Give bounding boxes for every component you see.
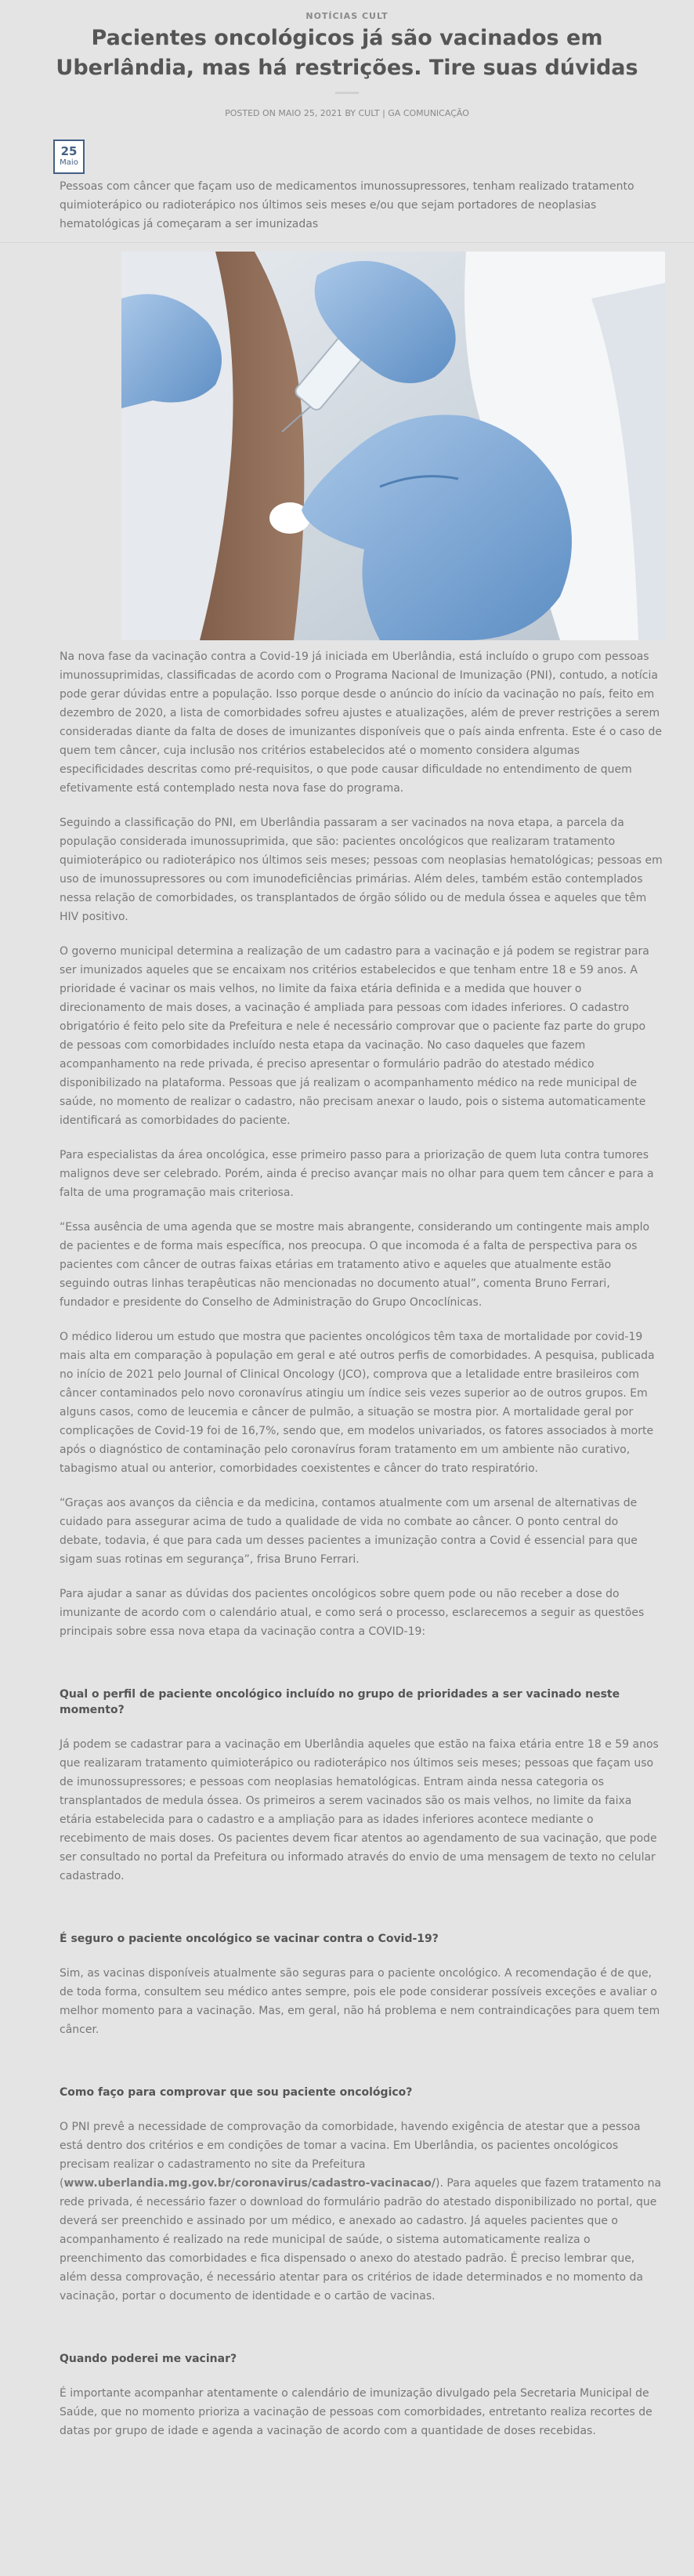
paragraph: O governo municipal determina a realização de um cadastro para a vacinação e já podem se registrar para ser imunizados aqueles que se encaixam nos critérios estabelecidos e que tenham entre 18 e 59 anos. A prioridade é vacinar os mais velhos, no limite da faixa etária definida e a medida que houver o direcionamento de mais doses, a vacinação é ampliada para pessoas com idades inferiores. O cadastro obrigatório é feito pelo site da Prefeitura e nele é necessário comprovar que o paciente faz parte do grupo de pessoas com comorbidades incluído nesta etapa da vacinação. No caso daqueles que fazem acompanhamento na rede privada, é preciso apresentar o formulário padrão do atestado médico disponibilizado na plataforma. Pessoas que já realizam o acompanhamento médico na rede municipal de saúde, no momento de realizar o cadastro, não precisam anexar o laudo, pois o sistema automaticamente identificará as comorbidades do paciente.	[60, 945, 649, 1127]
faq-answer-text: O PNI prevê a necessidade de comprovação da comorbidade, havendo exigência de atestar que a pessoa está dentro dos critérios e em condições de tomar a vacina. Em Uberlândia, os pacientes oncológicos precisam realizar o cadastramento no site da Prefeitura (	[60, 2121, 641, 2190]
faq-answer: Sim, as vacinas disponíveis atualmente são seguras para o paciente oncológico. A recomendação é de que, de toda forma, consultem seu médico antes sempre, pois ele pode considerar possíveis exceções e avaliar o melhor momento para a vacinação. Mas, em geral, não há problema e nem contraindicações para quem tem câncer.	[60, 1967, 660, 2036]
faq-answer: Já podem se cadastrar para a vacinação em Uberlândia aqueles que estão na faixa etária entre 18 e 59 anos que realizaram tratamento quimioterápico ou radioterápico nos últimos seis meses; pessoas que façam uso de imunossupressores; e pessoas com neoplasias hematológicas. Entram ainda nessa categoria os transplantados de medula óssea. Os primeiros a serem vacinados são os mais velhos, no limite da faixa etária estabelecida para o cadastro e a ampliação para as idades inferiores acontece mediante o recebimento de mais doses. Os pacientes devem ficar atentos ao agendamento de sua vacinação, que pode ser consultado no portal da Prefeitura ou informado através do envio de uma mensagem de texto no celular cadastrado.	[60, 1738, 659, 1882]
lead-divider	[0, 242, 694, 243]
date-badge	[53, 139, 85, 174]
paragraph: O médico liderou um estudo que mostra que pacientes oncológicos têm taxa de mortalidade por covid-19 mais alta em comparação à população em geral e até outros perfis de comorbidades. A pesquisa, publicada no início de 2021 pelo Journal of Clinical Oncology (JCO), comprova que a letalidade entre brasileiros com câncer contaminados pelo novo coronavírus atingiu um índice seis vezes superior ao de outros grupos. Em alguns casos, como de leucemia e câncer de pulmão, a situação se mostra pior. A mortalidade geral por complicações de Covid-19 foi de 16,7%, sendo que, em modelos univariados, os fatores associados à morte após o diagnóstico de contaminação pelo coronavírus foram tratamento em um ambiente não curativo, tabagismo atual ou anterior, comorbidades coexistentes e câncer do trato respiratório.	[60, 1331, 655, 1475]
department-link[interactable]: GA COMUNICAÇÃO	[388, 108, 469, 118]
paragraph: “Essa ausência de uma agenda que se mostre mais abrangente, considerando um contingente mais amplo de pacientes e de forma mais específica, nos preocupa. O que incomoda é a falta de perspectiva para os pacientes com câncer de outras faixas etárias em tratamento ativo e aqueles que atualmente estão seguindo outras linhas terapêuticas não mencionadas no documento atual”, comenta Bruno Ferrari, fundador e presidente do Conselho de Administração do Grupo Oncoclínicas.	[60, 1221, 650, 1309]
faq-question: Qual o perfil de paciente oncológico incluído no grupo de prioridades a ser vacinado neste momento?	[60, 1688, 620, 1716]
by-label: BY	[345, 108, 356, 118]
paragraph: Para ajudar a sanar as dúvidas dos pacientes oncológicos sobre quem pode ou não receber a dose do imunizante de acordo com o calendário atual, e como será o processo, esclarecemos a seguir as questões principais sobre essa nova etapa da vacinação contra a COVID-19:	[60, 1588, 645, 1638]
faq-answer	[60, 2118, 663, 2306]
faq-question: Como faço para comprovar que sou paciente oncológico?	[60, 2086, 413, 2099]
paragraph: “Graças aos avanços da ciência e da medicina, contamos atualmente com um arsenal de alternativas de cuidado para assegurar acima de tudo a qualidade de vida no combate ao câncer. O ponto central do debate, todavia, é que para cada um desses pacientes a imunização contra a Covid é essencial para que sigam suas rotinas em segurança”, frisa Bruno Ferrari.	[60, 1497, 638, 1566]
vaccination-register-link[interactable]: www.uberlandia.mg.gov.br/coronavirus/cadastro-vacinacao/	[63, 2177, 436, 2190]
article-title: Pacientes oncológicos já são vacinados em Uberlândia, mas há restrições. Tire suas dúvidas	[56, 26, 638, 80]
category-link[interactable]: NOTÍCIAS CULT	[305, 11, 389, 21]
article-lead: Pessoas com câncer que façam uso de medicamentos imunossupressores, tenham realizado tratamento quimioterápico ou radioterápico nos últimos seis meses e/ou que sejam portadores de neoplasias hematológicas já começaram a ser imunizadas	[60, 180, 634, 230]
post-meta	[0, 108, 694, 118]
post-date-link[interactable]: MAIO 25, 2021	[278, 108, 342, 118]
paragraph: Para especialistas da área oncológica, esse primeiro passo para a priorização de quem luta contra tumores malignos deve ser celebrado. Porém, ainda é preciso avançar mais no olhar para quem tem câncer e para a falta de uma programação mais criteriosa.	[60, 1149, 654, 1199]
article-body	[60, 647, 663, 2456]
vaccination-photo	[121, 252, 665, 640]
title-divider	[335, 92, 359, 94]
date-badge-month: Maio	[60, 158, 78, 167]
vaccination-photo-icon	[121, 252, 665, 640]
paragraph: Na nova fase da vacinação contra a Covid-19 já iniciada em Uberlândia, está incluído o grupo com pessoas imunossuprimidas, classificadas de acordo com o Programa Nacional de Imunização (PNI), contudo, a notícia pode gerar dúvidas entre a população. Isso porque desde o anúncio do início da vacinação no país, feito em dezembro de 2020, a lista de comorbidades sofreu ajustes e atualizações, além de prever restrições a serem consideradas diante da falta de doses de imunizantes disponíveis que o país ainda enfrenta. Este é o caso de quem tem câncer, cuja inclusão nos critérios estabelecidos até o momento considera algumas especificidades descritas como pré-requisitos, o que pode causar dificuldade no entendimento de quem efetivamente está contemplado nesta nova fase do programa.	[60, 650, 662, 795]
faq-answer: É importante acompanhar atentamente o calendário de imunização divulgado pela Secretaria Municipal de Saúde, que no momento prioriza a vacinação de pessoas com comorbidades, entretanto realiza recortes de datas por grupo de idade e agenda a vacinação de acordo com a quantidade de doses recebidas.	[60, 2387, 652, 2437]
faq-question: É seguro o paciente oncológico se vacinar contra o Covid-19?	[60, 1933, 439, 1945]
posted-on-label: POSTED ON	[225, 108, 276, 118]
faq-question: Quando poderei me vacinar?	[60, 2353, 237, 2365]
date-badge-day: 25	[60, 144, 78, 158]
meta-separator: |	[382, 108, 385, 118]
faq-answer-text: ). Para aqueles que fazem tratamento na rede privada, é necessário fazer o download do formulário padrão do atestado disponibilizado no portal, que deverá ser preenchido e assinado por um médico, e anexado ao cadastro. Já aqueles pacientes que o acompanhamento é realizado na rede municipal de saúde, o sistema automaticamente realiza o preenchimento das comorbidades e fica dispensado o anexo do atestado padrão. É preciso lembrar que, além dessa comprovação, é necessário atentar para os critérios de idade determinados e no momento da vacinação, portar o documento de identidade e o cartão de vacinas.	[60, 2177, 662, 2302]
paragraph: Seguindo a classificação do PNI, em Uberlândia passaram a ser vacinados na nova etapa, a parcela da população considerada imunossuprimida, que são: pacientes oncológicos que realizaram tratamento quimioterápico ou radioterápico nos últimos seis meses; pessoas com neoplasias hematológicas; pessoas em uso de imunossupressores ou com imunodeficiências primárias. Além deles, também estão contemplados nessa relação de comorbidades, os transplantados de órgão sólido ou de medula óssea e aqueles que têm HIV positivo.	[60, 817, 663, 923]
author-link[interactable]: CULT	[358, 108, 380, 118]
